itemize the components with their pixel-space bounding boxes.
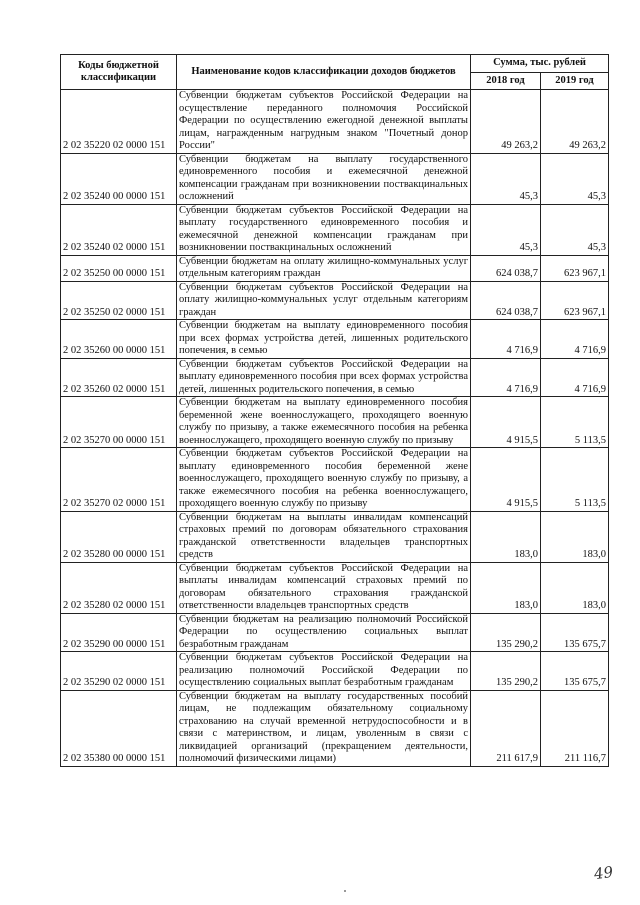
budget-code-cell: 2 02 35380 00 0000 151	[61, 690, 177, 766]
amount-2018-cell: 183,0	[471, 562, 541, 613]
scan-speck	[344, 890, 346, 892]
table-row	[61, 397, 609, 448]
table-row	[61, 153, 609, 204]
header-amount: Сумма, тыс. рублей	[471, 55, 609, 73]
revenue-name-cell: Субвенции бюджетам субъектов Российской Федерации на выплату единовременного пособия при всех формах устройства детей, лишенных родительского попечения, в семью	[177, 358, 471, 397]
table-row	[61, 204, 609, 255]
amount-2019-cell: 183,0	[541, 511, 609, 562]
amount-2018-cell: 4 716,9	[471, 320, 541, 359]
amount-2018-cell: 624 038,7	[471, 281, 541, 320]
amount-2019-cell: 211 116,7	[541, 690, 609, 766]
amount-2019-cell: 5 113,5	[541, 448, 609, 512]
amount-2018-cell: 4 915,5	[471, 448, 541, 512]
amount-2018-cell: 45,3	[471, 153, 541, 204]
revenue-name-cell: Субвенции бюджетам субъектов Российской Федерации на выплату государственного единовременного пособия и ежемесячной денежной компенсации гражданам при возникновении поствакцинальных осложнений	[177, 204, 471, 255]
budget-code-cell: 2 02 35220 02 0000 151	[61, 90, 177, 154]
budget-code-cell: 2 02 35280 00 0000 151	[61, 511, 177, 562]
budget-code-cell: 2 02 35260 00 0000 151	[61, 320, 177, 359]
revenue-name-cell: Субвенции бюджетам субъектов Российской Федерации на осуществление переданного полномочия Российской Федерации по осуществлению ежегодной денежной выплаты лицам, награжденным нагрудным знаком "Почетный донор России"	[177, 90, 471, 154]
amount-2018-cell: 183,0	[471, 511, 541, 562]
amount-2018-cell: 135 290,2	[471, 613, 541, 652]
table-row	[61, 255, 609, 281]
revenue-name-cell: Субвенции бюджетам на оплату жилищно-коммунальных услуг отдельным категориям граждан	[177, 255, 471, 281]
amount-2019-cell: 623 967,1	[541, 255, 609, 281]
revenue-name-cell: Субвенции бюджетам на реализацию полномочий Российской Федерации по осуществлению социальных выплат безработным гражданам	[177, 613, 471, 652]
revenue-name-cell: Субвенции бюджетам на выплаты инвалидам компенсаций страховых премий по договорам обязательного страхования гражданской ответственности владельцев транспортных средств	[177, 511, 471, 562]
table-row	[61, 690, 609, 766]
page-number: 49	[592, 862, 615, 884]
amount-2019-cell: 45,3	[541, 204, 609, 255]
revenue-name-cell: Субвенции бюджетам субъектов Российской Федерации на реализацию полномочий Российской Федерации по осуществлению социальных выплат безработным гражданам	[177, 652, 471, 691]
table-row	[61, 90, 609, 154]
budget-code-cell: 2 02 35260 02 0000 151	[61, 358, 177, 397]
budget-code-cell: 2 02 35240 02 0000 151	[61, 204, 177, 255]
amount-2018-cell: 4 716,9	[471, 358, 541, 397]
amount-2018-cell: 49 263,2	[471, 90, 541, 154]
budget-revenue-table	[60, 54, 609, 767]
revenue-name-cell: Субвенции бюджетам субъектов Российской Федерации на оплату жилищно-коммунальных услуг отдельным категориям граждан	[177, 281, 471, 320]
revenue-name-cell: Субвенции бюджетам на выплату единовременного пособия при всех формах устройства детей, лишенных родительского попечения, в семью	[177, 320, 471, 359]
table-header-row	[61, 55, 609, 73]
amount-2018-cell: 211 617,9	[471, 690, 541, 766]
budget-document	[60, 54, 608, 767]
table-row	[61, 448, 609, 512]
table-row	[61, 358, 609, 397]
budget-code-cell: 2 02 35290 00 0000 151	[61, 613, 177, 652]
budget-code-cell: 2 02 35280 02 0000 151	[61, 562, 177, 613]
amount-2019-cell: 5 113,5	[541, 397, 609, 448]
header-name: Наименование кодов классификации доходов бюджетов	[177, 55, 471, 90]
amount-2018-cell: 4 915,5	[471, 397, 541, 448]
table-row	[61, 511, 609, 562]
amount-2018-cell: 135 290,2	[471, 652, 541, 691]
table-row	[61, 652, 609, 691]
amount-2019-cell: 4 716,9	[541, 320, 609, 359]
budget-code-cell: 2 02 35250 02 0000 151	[61, 281, 177, 320]
table-row	[61, 613, 609, 652]
table-row	[61, 562, 609, 613]
table-row	[61, 281, 609, 320]
amount-2019-cell: 49 263,2	[541, 90, 609, 154]
budget-code-cell: 2 02 35290 02 0000 151	[61, 652, 177, 691]
amount-2018-cell: 624 038,7	[471, 255, 541, 281]
revenue-name-cell: Субвенции бюджетам на выплату государственных пособий лицам, не подлежащим обязательному социальному страхованию на случай временной нетрудоспособности и в связи с материнством, и лицам, уволенным в связи с ликвидацией организаций (прекращением деятельности, полномочий физическими лицами)	[177, 690, 471, 766]
header-codes: Коды бюджетной классификации	[61, 55, 177, 90]
amount-2019-cell: 4 716,9	[541, 358, 609, 397]
header-year-2019: 2019 год	[541, 72, 609, 90]
amount-2019-cell: 183,0	[541, 562, 609, 613]
budget-code-cell: 2 02 35240 00 0000 151	[61, 153, 177, 204]
header-year-2018: 2018 год	[471, 72, 541, 90]
revenue-name-cell: Субвенции бюджетам субъектов Российской Федерации на выплату единовременного пособия беременной жене военнослужащего, проходящего военную службу по призыву, а также ежемесячного пособия на ребенка военнослужащего, проходящего военную службу по призыву	[177, 448, 471, 512]
revenue-name-cell: Субвенции бюджетам на выплату единовременного пособия беременной жене военнослужащего, проходящего военную службу по призыву, а также ежемесячного пособия на ребенка военнослужащего, проходящего военную службу по призыву	[177, 397, 471, 448]
budget-code-cell: 2 02 35250 00 0000 151	[61, 255, 177, 281]
amount-2018-cell: 45,3	[471, 204, 541, 255]
amount-2019-cell: 135 675,7	[541, 613, 609, 652]
budget-code-cell: 2 02 35270 00 0000 151	[61, 397, 177, 448]
amount-2019-cell: 45,3	[541, 153, 609, 204]
budget-code-cell: 2 02 35270 02 0000 151	[61, 448, 177, 512]
revenue-name-cell: Субвенции бюджетам субъектов Российской Федерации на выплаты инвалидам компенсаций страховых премий по договорам обязательного страхования гражданской ответственности владельцев транспортных средств	[177, 562, 471, 613]
amount-2019-cell: 623 967,1	[541, 281, 609, 320]
amount-2019-cell: 135 675,7	[541, 652, 609, 691]
table-row	[61, 320, 609, 359]
revenue-name-cell: Субвенции бюджетам на выплату государственного единовременного пособия и ежемесячной денежной компенсации гражданам при возникновении поствакцинальных осложнений	[177, 153, 471, 204]
